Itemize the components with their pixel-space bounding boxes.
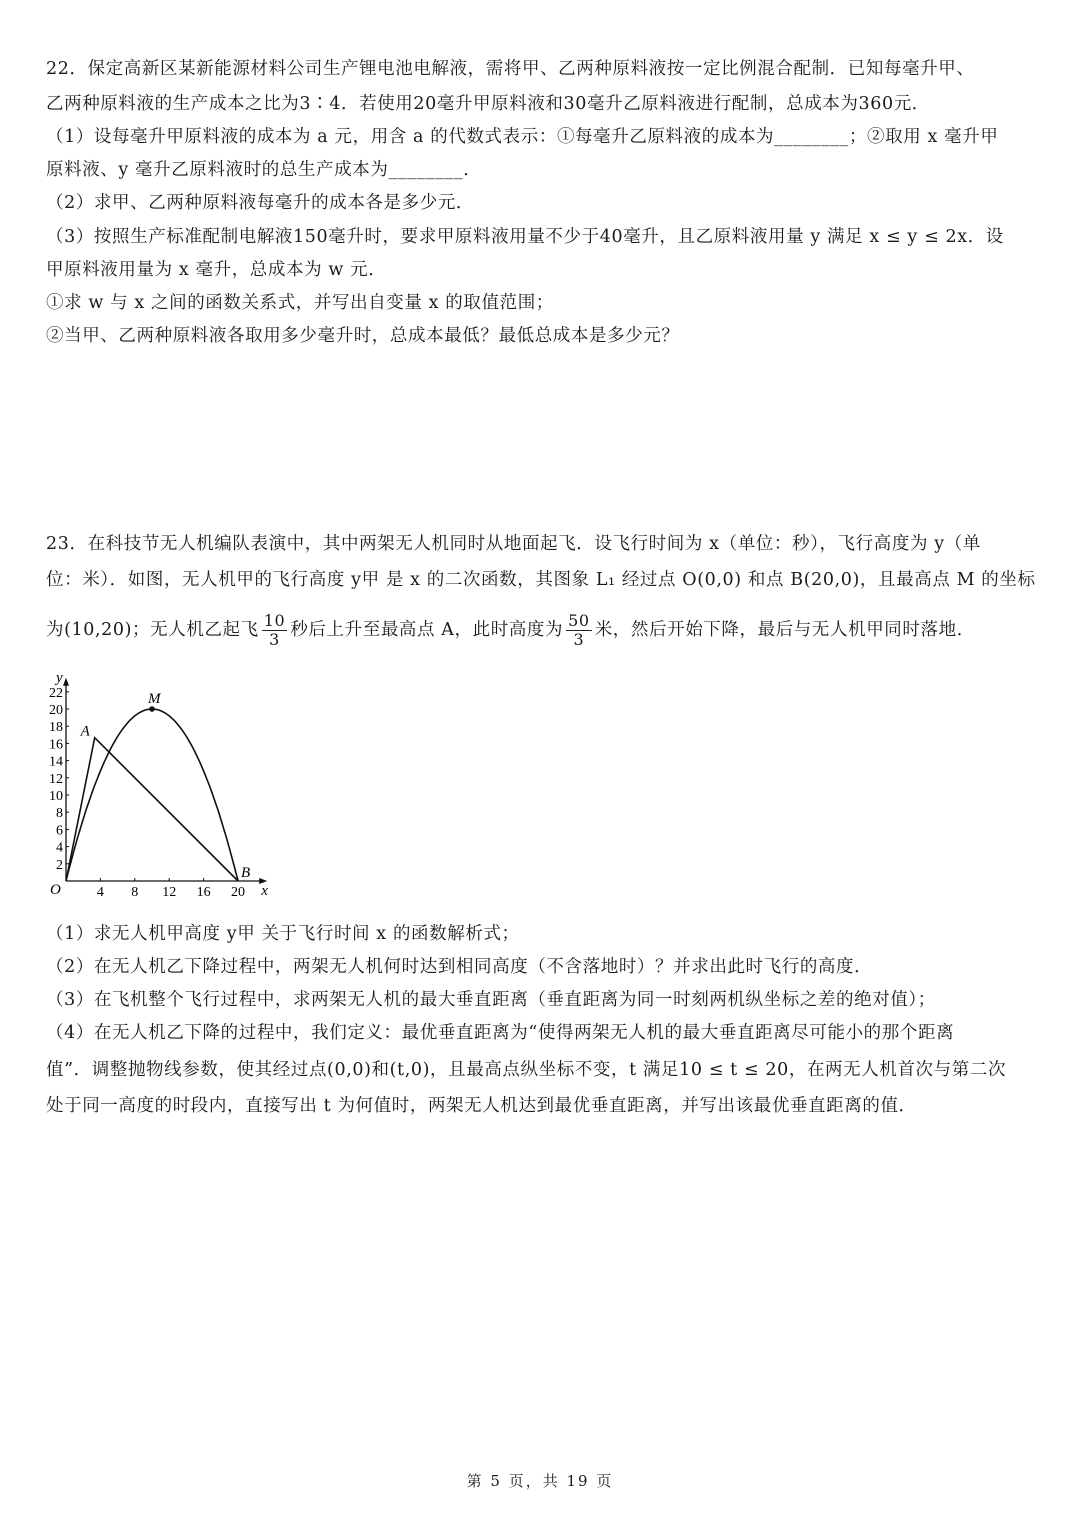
q23-stem-line-3 [46,610,1040,650]
q22-part3-line-1: （3）按照生产标准配制电解液150毫升时，要求甲原料液用量不少于40毫升，且乙原料液用量 y 满足 x ≤ y ≤ 2x．设 [46,227,1004,247]
q23-part4-line-1: （4）在无人机乙下降的过程中，我们定义：最优垂直距离为“使得两架无人机的最大垂直距离尽可能小的那个距离 [46,1023,955,1043]
q23-stem-3a: 为(10,20)；无人机乙起飞 [46,620,259,640]
q22-stem-line-2: 乙两种原料液的生产成本之比为3∶4．若使用20毫升甲原料液和30毫升乙原料液进行配制，总成本为360元． [46,94,930,114]
point-M-dot [149,706,155,712]
point-A-label: A [80,723,90,740]
y-axis-arrow [63,678,69,686]
y-tick-label: 10 [49,789,63,804]
x-tick-label: 8 [131,885,139,900]
q22-part3-sub-a: ①求 w 与 x 之间的函数关系式，并写出自变量 x 的取值范围； [46,293,554,313]
y-tick-label: 14 [49,754,63,770]
point-B-label: B [241,865,251,881]
q23-stem-3c: 米，然后开始下降，最后与无人机甲同时落地． [594,620,975,640]
q22-part3-line-2: 甲原料液用量为 x 毫升，总成本为 w 元． [46,260,387,280]
fraction-10-3-numerator: 10 [263,611,286,630]
y-tick-label: 8 [56,806,63,822]
q23-part2: （2）在无人机乙下降过程中，两架无人机何时达到相同高度（不含落地时）？并求出此时飞行的高度． [46,957,873,977]
q23-stem-line-1: 23．在科技节无人机编队表演中，其中两架无人机同时从地面起飞．设飞行时间为 x（单位：秒），飞行高度为 y（单 [46,534,981,554]
q22-part2: （2）求甲、乙两种原料液每毫升的成本各是多少元． [46,193,475,213]
point-M-label: M [148,691,161,707]
y-axis-label: y [56,669,63,686]
y-tick-label: 18 [49,720,63,736]
fraction-10-3-denominator: 3 [269,630,280,649]
y-tick-label: 6 [56,823,63,839]
fraction-50-3 [566,612,592,649]
x-tick-label: 4 [96,885,104,900]
fraction-50-3-numerator: 50 [568,611,590,630]
q23-stem-line-2: 位：米）．如图，无人机甲的飞行高度 y甲 是 x 的二次函数，其图象 L₁ 经过点 O(0,0) 和点 B(20,0)，且最高点 M 的坐标 [46,570,1036,590]
q22-part1-line-1: （1）设每毫升甲原料液的成本为 a 元，用含 a 的代数式表示：①每毫升乙原料液的成本为________；②取用 x 毫升甲 [46,127,999,147]
y-tick-label: 4 [56,840,63,856]
fraction-50-3-denominator: 3 [573,630,585,649]
q22-part3-sub-b: ②当甲、乙两种原料液各取用多少毫升时，总成本最低？最低总成本是多少元？ [46,326,680,346]
y-tick-label: 16 [49,737,63,753]
x-axis-label: x [261,883,268,899]
series-yi-polyline [66,738,238,881]
origin-label: O [50,882,61,898]
drone-height-chart [44,662,294,907]
y-tick-label: 22 [49,685,63,701]
q23-part1: （1）求无人机甲高度 y甲 关于飞行时间 x 的函数解析式； [46,924,520,944]
q22-part1-line-2: 原料液、y 毫升乙原料液时的总生产成本为________． [46,160,482,180]
q22-stem-line-1: 22．保定高新区某新能源材料公司生产锂电池电解液，需将甲、乙两种原料液按一定比例混合配制．已知每毫升甲、 [46,59,975,79]
y-tick-label: 12 [49,771,63,787]
q23-part3: （3）在飞机整个飞行过程中，求两架无人机的最大垂直距离（垂直距离为同一时刻两机纵坐标之差的绝对值）； [46,990,936,1010]
fraction-10-3 [262,612,288,649]
x-tick-label: 12 [162,885,177,900]
x-tick-label: 16 [196,885,211,900]
y-tick-label: 2 [56,857,63,873]
y-tick-label: 20 [49,703,63,718]
q23-part4-line-3: 处于同一高度的时段内，直接写出 t 为何值时，两架无人机达到最优垂直距离，并写出该最优垂直距离的值． [46,1096,917,1116]
q23-stem-3b: 秒后上升至最高点 A，此时高度为 [290,620,564,640]
page-footer: 第 5 页，共 19 页 [466,1472,614,1490]
x-tick-label: 20 [231,885,245,900]
q23-part4-line-2: 值”．调整抛物线参数，使其经过点(0,0)和(t,0)，且最高点纵坐标不变，t 满足10 ≤ t ≤ 20，在两无人机首次与第二次 [46,1060,1007,1080]
